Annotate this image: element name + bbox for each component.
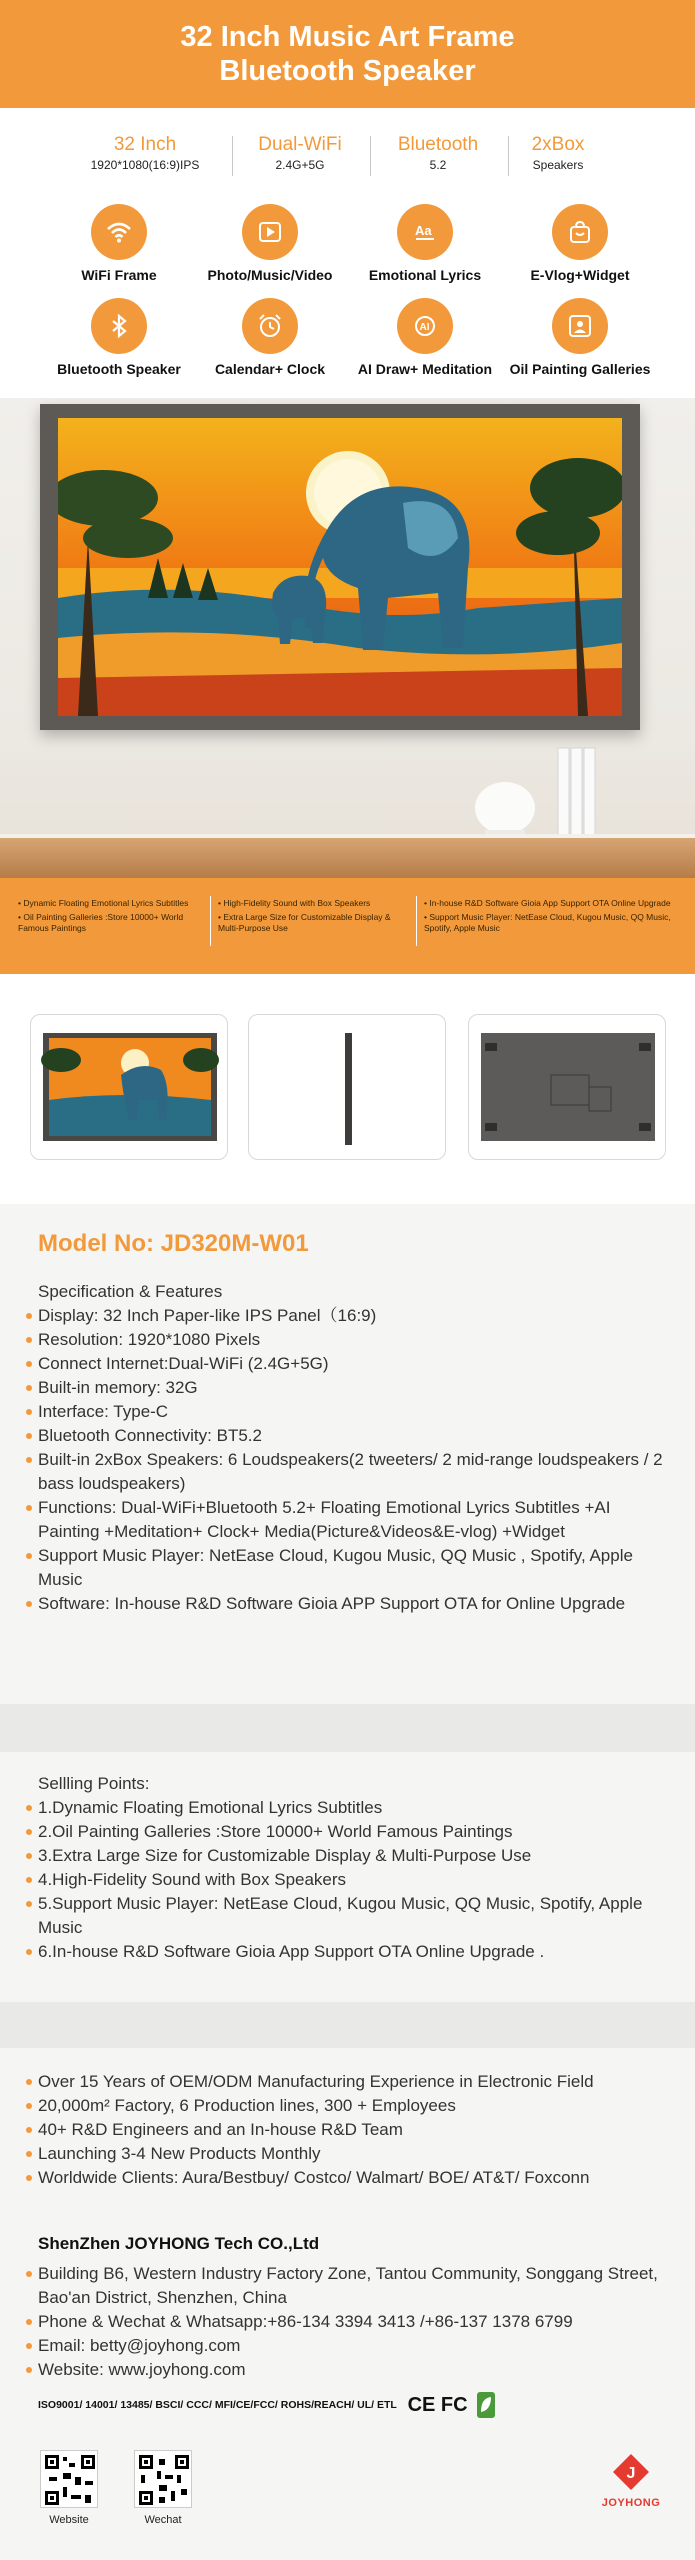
list-item: Launching 3-4 New Products Monthly [26,2142,676,2166]
list-item: Resolution: 1920*1080 Pixels [26,1328,676,1352]
svg-text:AI: AI [419,322,430,333]
section-gap [0,2002,695,2048]
bluetooth-icon [91,298,147,354]
alarm-clock-icon [242,298,298,354]
list-item: 20,000m² Factory, 6 Production lines, 300 + Employees [26,2094,676,2118]
list-item: 2.Oil Painting Galleries :Store 10000+ World Famous Paintings [26,1820,676,1844]
selling-points-band [0,878,695,974]
list-item: Over 15 Years of OEM/ODM Manufacturing Experience in Electronic Field [26,2070,676,2094]
decor-vases-books [470,738,650,848]
company-points-list [26,2070,676,2190]
ai-icon [397,298,453,354]
list-item: Built-in memory: 32G [26,1376,676,1400]
art-frame [40,404,640,730]
wechat-qr-label: Wechat [144,2514,182,2526]
spec-list [26,1280,676,1616]
rohs-leaf-icon [477,2392,495,2418]
feature-calendar-clock: Calendar+ Clock [185,298,355,377]
website-qr-label: Website [49,2514,89,2526]
company-contact-list [26,2262,676,2382]
address: Building B6, Western Industry Factory Zone, Tantou Community, Songgang Street, Bao'an District, Shenzhen, China [26,2262,676,2310]
front-view-image [30,1014,228,1160]
back-view-image [468,1014,666,1160]
gallery-icon [552,298,608,354]
list-item: Connect Internet:Dual-WiFi (2.4G+5G) [26,1352,676,1376]
band-column-2: • High-Fidelity Sound with Box Speakers • Extra Large Size for Customizable Display & Multi-Purpose Use [218,898,391,933]
list-item: 40+ R&D Engineers and an In-house R&D Team [26,2118,676,2142]
specification-section [0,1204,695,1704]
list-item: Built-in 2xBox Speakers: 6 Loudspeakers(2 tweeters/ 2 mid-range loudspeakers / 2 bass loudspeakers) [26,1448,676,1496]
divider [210,896,211,946]
feature-emotional-lyrics: Aa Emotional Lyrics [340,204,510,283]
wifi-icon [91,204,147,260]
ce-fc-marks: CE FC [407,2393,468,2416]
divider [416,896,417,946]
email: Email: betty@joyhong.com [26,2334,676,2358]
selling-list [26,1772,676,1964]
list-item: Display: 32 Inch Paper-like IPS Panel（16:9) [26,1304,676,1328]
spec-strip [0,108,695,194]
feature-e-vlog-widget: E-Vlog+Widget [495,204,665,283]
product-views [0,974,695,1204]
spec-size: 32 Inch 1920*1080(16:9)IPS [90,134,200,172]
model-number: Model No: JD320M-W01 [38,1230,309,1257]
spec-wifi: Dual-WiFi 2.4G+5G [258,134,342,172]
list-item: 5.Support Music Player: NetEase Cloud, Kugou Music, QQ Music, Spotify, Apple Music [26,1892,676,1940]
band-column-3: • In-house R&D Software Gioia App Support OTA Online Upgrade • Support Music Player: NetEase Cloud, Kugou Music, QQ Music, Spotify, Apple Music [424,898,671,933]
selling-heading: Sellling Points: [38,1774,150,1793]
list-item: 4.High-Fidelity Sound with Box Speakers [26,1868,676,1892]
divider [508,136,509,176]
page-header [0,0,695,108]
band-column-1: • Dynamic Floating Emotional Lyrics Subtitles • Oil Painting Galleries :Store 10000+ World Famous Paintings [18,898,189,933]
feature-photo-music-video: Photo/Music/Video [185,204,355,283]
bag-icon [552,204,608,260]
certifications: ISO9001/ 14001/ 13485/ BSCI/ CCC/ MFI/CE/FCC/ ROHS/REACH/ UL/ ETL CE FC [38,2392,495,2418]
spec-heading: Specification & Features [38,1282,223,1301]
website: Website: www.joyhong.com [26,2358,676,2382]
title-line-1: 32 Inch Music Art Frame [180,21,515,53]
svg-text:J: J [626,2465,636,2482]
feature-bluetooth-speaker: Bluetooth Speaker [34,298,204,377]
phone: Phone & Wechat & Whatsapp:+86-134 3394 3413 /+86-137 1378 6799 [26,2310,676,2334]
divider [370,136,371,176]
lyrics-icon [397,204,453,260]
company-name: ShenZhen JOYHONG Tech CO.,Ltd [38,2234,320,2253]
website-qr-code [40,2450,98,2508]
title-line-2: Bluetooth Speaker [219,55,476,87]
feature-ai-draw-meditation: AI AI Draw+ Meditation [340,298,510,377]
list-item: Functions: Dual-WiFi+Bluetooth 5.2+ Floating Emotional Lyrics Subtitles +AI Painting +Meditation+ Clock+ Media(Picture&Videos&E-vlog) +Widget [26,1496,676,1544]
joyhong-logo-mark [611,2452,651,2492]
wechat-qr-code [134,2450,192,2508]
wooden-shelf [0,838,695,878]
company-section [0,2048,695,2560]
joyhong-logo: J JOYHONG [596,2452,666,2509]
product-hero-image [0,398,695,878]
elephant-painting [58,418,622,716]
side-view-image [248,1014,446,1160]
list-item: 6.In-house R&D Software Gioia App Support OTA Online Upgrade . [26,1940,676,1964]
section-gap [0,1704,695,1752]
feature-grid [0,194,695,404]
list-item: 1.Dynamic Floating Emotional Lyrics Subtitles [26,1796,676,1820]
list-item: Support Music Player: NetEase Cloud, Kugou Music, QQ Music , Spotify, Apple Music [26,1544,676,1592]
svg-text:Aa: Aa [415,223,432,238]
selling-points-section [0,1752,695,2002]
play-icon [242,204,298,260]
list-item: 3.Extra Large Size for Customizable Display & Multi-Purpose Use [26,1844,676,1868]
divider [232,136,233,176]
feature-wifi-frame: WiFi Frame [34,204,204,283]
list-item: Software: In-house R&D Software Gioia APP Support OTA for Online Upgrade [26,1592,676,1616]
list-item: Interface: Type-C [26,1400,676,1424]
spec-speakers: 2xBox Speakers [531,134,585,172]
list-item: Worldwide Clients: Aura/Bestbuy/ Costco/ Walmart/ BOE/ AT&T/ Foxconn [26,2166,676,2190]
list-item: Bluetooth Connectivity: BT5.2 [26,1424,676,1448]
feature-oil-painting-galleries: Oil Painting Galleries [495,298,665,377]
spec-bluetooth: Bluetooth 5.2 [397,134,479,172]
